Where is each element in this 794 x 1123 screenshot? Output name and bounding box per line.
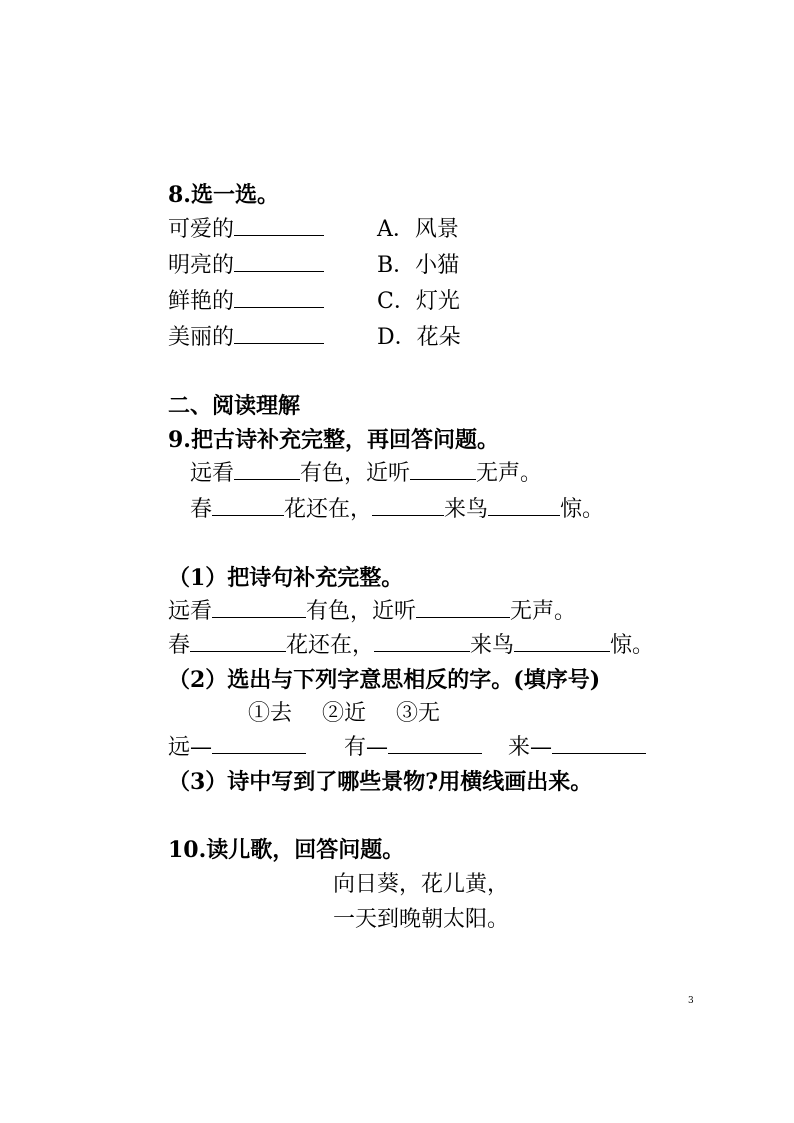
answer-blank[interactable] [416, 597, 510, 618]
q8-row-3 [168, 287, 324, 317]
q8-row-4 [168, 323, 324, 353]
q8-row-1 [168, 215, 324, 245]
poem-text: 远看 [168, 599, 213, 624]
poem-text: 惊。 [560, 497, 605, 522]
q8-option-b: B．小猫 [377, 253, 460, 278]
q9-sub3-title: （3）诗中写到了哪些景物?用横线画出来。 [168, 769, 593, 795]
antonym-prompt: 有— [344, 735, 389, 760]
q9-title: 9.把古诗补充完整，再回答问题。 [168, 427, 499, 453]
poem-text: 惊。 [610, 633, 655, 658]
poem-text: 花还在， [286, 633, 375, 658]
poem-text: 远看 [190, 461, 235, 486]
antonym-prompt: 远— [168, 735, 213, 760]
q8-left-item: 鲜艳的 [168, 289, 235, 314]
answer-blank[interactable] [372, 495, 444, 516]
answer-blank[interactable] [212, 495, 284, 516]
choice-option: ①去 [248, 701, 293, 726]
poem-text: 有色，近听 [300, 461, 411, 486]
answer-blank[interactable] [234, 251, 324, 272]
answer-blank[interactable] [488, 495, 560, 516]
page-number: 3 [688, 996, 694, 1006]
q8-left-item: 明亮的 [168, 253, 235, 278]
q8-left-item: 美丽的 [168, 325, 235, 350]
answer-blank[interactable] [552, 733, 646, 754]
q8-option-d: D．花朵 [377, 325, 461, 350]
choice-option: ②近 [322, 701, 367, 726]
q8-option-a: A．风景 [377, 217, 459, 242]
answer-blank[interactable] [234, 323, 324, 344]
answer-blank[interactable] [234, 287, 324, 308]
q8-row-2 [168, 251, 324, 281]
poem-text: 有色，近听 [306, 599, 417, 624]
choice-option: ③无 [396, 701, 441, 726]
q9-sub1-line-2 [168, 631, 654, 661]
poem-text: 来鸟 [470, 633, 515, 658]
q10-verse-line-2: 一天到晚朝太阳。 [333, 907, 510, 932]
answer-blank[interactable] [388, 733, 482, 754]
q8-option-c: C．灯光 [377, 289, 460, 314]
answer-blank[interactable] [374, 631, 470, 652]
q9-sub2-choices [248, 699, 440, 729]
answer-blank[interactable] [234, 459, 300, 480]
q9-sub2-pairs [168, 733, 646, 763]
q10-title: 10.读儿歌，回答问题。 [168, 837, 405, 863]
answer-blank[interactable] [234, 215, 324, 236]
answer-blank[interactable] [410, 459, 476, 480]
answer-blank[interactable] [212, 733, 306, 754]
poem-text: 无声。 [476, 461, 543, 486]
q9-poem-line-1 [190, 459, 542, 489]
q8-left-item: 可爱的 [168, 217, 235, 242]
poem-text: 来鸟 [444, 497, 489, 522]
poem-text: 春 [190, 497, 213, 522]
q9-sub2-title: （2）选出与下列字意思相反的字。(填序号) [168, 667, 601, 693]
antonym-prompt: 来— [508, 735, 553, 760]
poem-text: 无声。 [510, 599, 577, 624]
answer-blank[interactable] [514, 631, 610, 652]
section2-title: 二、阅读理解 [168, 393, 301, 419]
poem-text: 花还在， [284, 497, 373, 522]
answer-blank[interactable] [190, 631, 286, 652]
poem-text: 春 [168, 633, 191, 658]
answer-blank[interactable] [212, 597, 306, 618]
q8-title: 8.选一选。 [168, 182, 279, 208]
q9-sub1-title: （1）把诗句补充完整。 [168, 565, 404, 591]
q9-sub1-line-1 [168, 597, 576, 627]
q9-poem-line-2 [190, 495, 604, 525]
q10-verse-line-1: 向日葵，花儿黄， [333, 872, 510, 897]
